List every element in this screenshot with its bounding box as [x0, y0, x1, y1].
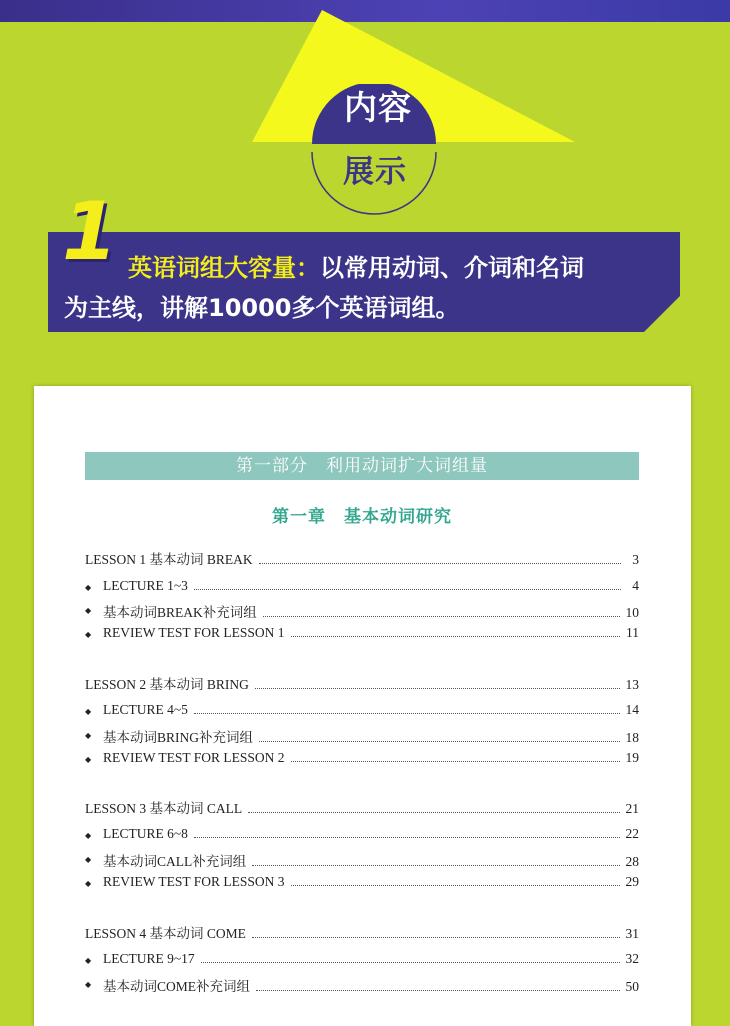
- toc-item: [85, 702, 639, 722]
- toc-page: 10: [625, 605, 639, 620]
- toc-item: [85, 951, 639, 971]
- toc-leader: [201, 952, 620, 963]
- toc-item: [85, 726, 639, 746]
- toc-label: LESSON 2 基本动词 BRING: [85, 677, 249, 692]
- diamond-bullet-icon: ◆: [85, 707, 92, 716]
- toc-label: LESSON 3 基本动词 CALL: [85, 801, 243, 816]
- toc-label: LECTURE 1~3: [103, 578, 188, 593]
- toc-lesson: [85, 673, 639, 693]
- toc-leader: [291, 751, 620, 762]
- diamond-bullet-icon: ◆: [85, 980, 92, 989]
- diamond-bullet-icon: ◆: [85, 879, 92, 888]
- toc-label: LECTURE 9~17: [103, 951, 195, 966]
- diamond-bullet-icon: ◆: [85, 630, 92, 639]
- toc-label: 基本动词CALL补充词组: [103, 854, 247, 869]
- toc-item: [85, 750, 639, 770]
- toc-leader: [194, 827, 620, 838]
- toc-label: REVIEW TEST FOR LESSON 1: [103, 625, 285, 640]
- toc-item: [85, 826, 639, 846]
- toc-leader: [256, 980, 619, 991]
- feature-highlight: 英语词组大容量：: [128, 254, 320, 282]
- toc-label: 基本动词COME补充词组: [103, 979, 251, 994]
- toc-lesson: [85, 548, 639, 568]
- toc-item: [85, 578, 639, 598]
- toc-leader: [252, 927, 620, 938]
- toc-page: 4: [632, 578, 639, 593]
- toc-leader: [194, 579, 621, 590]
- diamond-bullet-icon: ◆: [85, 956, 92, 965]
- diamond-bullet-icon: ◆: [85, 583, 92, 592]
- toc-leader: [255, 678, 620, 689]
- toc-lesson: [85, 797, 639, 817]
- diamond-bullet-icon: ◆: [85, 831, 92, 840]
- toc-label: REVIEW TEST FOR LESSON 3: [103, 874, 285, 889]
- diamond-bullet-icon: ◆: [85, 731, 92, 740]
- toc-item: [85, 975, 639, 995]
- toc-page: 32: [625, 951, 639, 966]
- toc-leader: [259, 731, 619, 742]
- toc-page: 50: [625, 979, 639, 994]
- toc-page: 29: [625, 874, 639, 889]
- toc-label: 基本动词BRING补充词组: [103, 730, 254, 745]
- toc-page: 11: [626, 625, 639, 640]
- toc-item: [85, 850, 639, 870]
- toc-leader: [263, 606, 620, 617]
- toc-label: LESSON 1 基本动词 BREAK: [85, 552, 253, 567]
- feature-number: 1: [62, 185, 118, 278]
- diamond-bullet-icon: ◆: [85, 606, 92, 615]
- diamond-bullet-icon: ◆: [85, 755, 92, 764]
- feature-line-1-text: 以常用动词、介词和名词: [320, 254, 584, 282]
- toc-page: 19: [625, 750, 639, 765]
- toc-leader: [252, 855, 619, 866]
- toc-label: LECTURE 6~8: [103, 826, 188, 841]
- toc-page: 14: [625, 702, 639, 717]
- toc-leader: [259, 553, 621, 564]
- toc-page: 18: [625, 730, 639, 745]
- toc-item: [85, 874, 639, 894]
- toc-page: 3: [632, 552, 639, 567]
- toc-item: [85, 601, 639, 621]
- toc-label: 基本动词BREAK补充词组: [103, 605, 257, 620]
- toc-page: 22: [625, 826, 639, 841]
- badge-title-bottom: 展示: [343, 154, 407, 190]
- chapter-title: 第一章 基本动词研究: [272, 507, 452, 527]
- toc-leader: [248, 802, 619, 813]
- toc-leader: [194, 703, 620, 714]
- diamond-bullet-icon: ◆: [85, 855, 92, 864]
- badge-title-top: 内容: [344, 88, 412, 127]
- part-title: 第一部分 利用动词扩大词组量: [85, 452, 639, 480]
- toc-page: 13: [625, 677, 639, 692]
- toc-leader: [291, 875, 620, 886]
- toc-lesson: [85, 922, 639, 942]
- toc-label: REVIEW TEST FOR LESSON 2: [103, 750, 285, 765]
- toc-page: 21: [625, 801, 639, 816]
- toc-label: LESSON 4 基本动词 COME: [85, 926, 246, 941]
- toc-label: LECTURE 4~5: [103, 702, 188, 717]
- toc-page: 28: [625, 854, 639, 869]
- feature-line-1: [128, 248, 584, 283]
- toc-item: [85, 625, 639, 645]
- toc-leader: [291, 626, 620, 637]
- toc-page: 31: [625, 926, 639, 941]
- feature-line-2: 为主线，讲解10000多个英语词组。: [64, 294, 460, 322]
